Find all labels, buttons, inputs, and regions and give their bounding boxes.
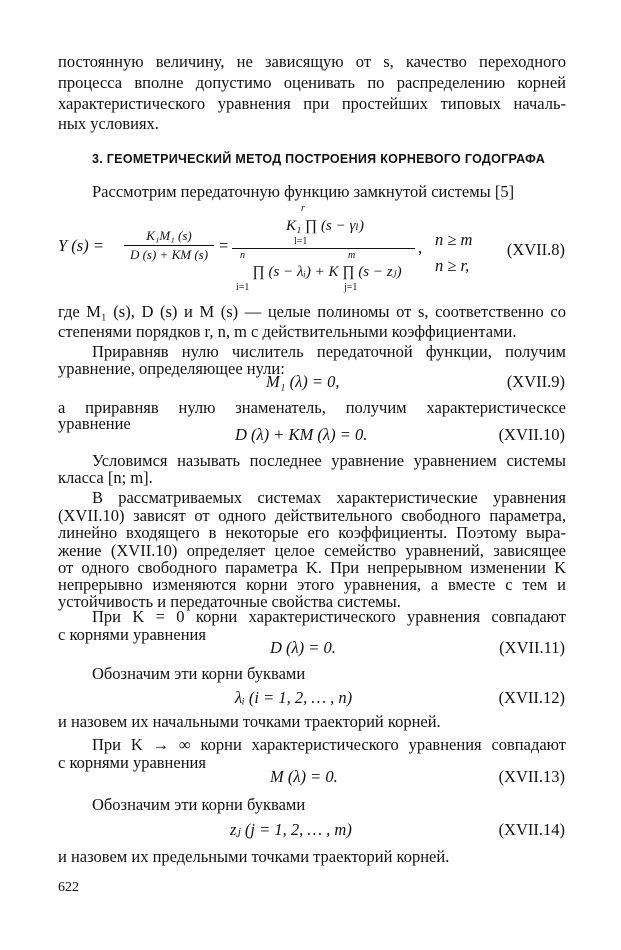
k0-line: с корнями уравнения xyxy=(58,625,206,644)
kinf-line: с корнями уравнения xyxy=(58,753,206,772)
denominator-line: а приравняв нулю знаменатель, получим характеристическсе xyxy=(58,398,566,417)
systems-line: непрерывно изменяются корни этого уравнения, а вместе с тем и xyxy=(58,575,566,594)
eq8-cond1: n ≥ m xyxy=(435,230,473,249)
denote-line: Обозначим эти корни буквами xyxy=(92,795,306,814)
intro-line: процесса вполне допустимо оценивать по распределению корней xyxy=(58,73,566,92)
systems-line: от одного свободного параметра K. При непрерывном изменении K xyxy=(58,558,566,577)
where-line: степенями порядков r, n, m с действительными коэффициентами. xyxy=(58,322,517,341)
numerator-line: Приравняв нулю числитель передаточной функции, получим xyxy=(92,342,566,361)
eq10-expr: D (λ) + KM (λ) = 0. xyxy=(235,425,368,444)
section-heading: 3. ГЕОМЕТРИЧЕСКИЙ МЕТОД ПОСТРОЕНИЯ КОРНЕВОГО ГОДОГРАФА xyxy=(92,152,546,166)
eq8-frac1-den: D (s) + KM (s) xyxy=(129,247,209,262)
eq11-number: (XVII.11) xyxy=(499,638,565,657)
systems-line: (XVII.10) зависят от одного действительного свободного параметра, xyxy=(58,506,566,525)
eq8-num-bot: l=1 xyxy=(294,236,308,247)
eq12-number: (XVII.12) xyxy=(498,688,565,707)
eq8-den-top1: n xyxy=(240,250,245,261)
denote-line: Обозначим эти корни буквами xyxy=(92,664,306,683)
systems-line: линейно входящего в некоторые его коэффициенты. Поэтому выра- xyxy=(58,523,566,542)
intro-line: постоянную величину, не зависящую от s, качество переходного xyxy=(58,52,566,71)
paragraph-transfer: Рассмотрим передаточную функцию замкнутой системы [5] xyxy=(92,182,515,201)
class-line: Условимся называть последнее уравнение уравнением системы xyxy=(92,451,566,470)
numerator-line: уравнение, определяющее нули: xyxy=(58,359,285,378)
systems-line: В рассматриваемых системах характеристические уравнения xyxy=(92,488,566,507)
eq8-cond2: n ≥ r, xyxy=(435,256,470,275)
eq8-den: ∏ (s − λᵢ) + K ∏ (s − zⱼ) xyxy=(252,264,402,280)
intro-line: ных условиях. xyxy=(58,114,159,133)
fraction-bar xyxy=(232,248,415,249)
denominator-line: уравнение xyxy=(58,414,131,433)
systems-line: устойчивость и передаточные свойства системы. xyxy=(58,592,401,611)
page-number: 622 xyxy=(58,880,79,895)
eq8-number: (XVII.8) xyxy=(506,240,565,259)
eq13-expr: M (λ) = 0. xyxy=(270,767,338,786)
eq8-lhs: Y (s) = xyxy=(58,236,104,255)
eq9-expr: M₁ (λ) = 0, xyxy=(266,372,340,391)
eq8-den-bot2: j=1 xyxy=(344,282,358,293)
class-line: класса [n; m]. xyxy=(58,468,153,487)
eq8-num-top: r xyxy=(301,203,305,214)
eq10-number: (XVII.10) xyxy=(498,425,565,444)
eq13-number: (XVII.13) xyxy=(498,767,565,786)
fraction-bar xyxy=(124,245,214,246)
end-points-line: и назовем их предельными точками траекторий корней. xyxy=(58,847,450,866)
eq8-den-top2: m xyxy=(348,250,356,261)
eq14-number: (XVII.14) xyxy=(498,820,565,839)
eq12-expr: λᵢ (i = 1, 2, … , n) xyxy=(235,688,353,707)
eq9-number: (XVII.9) xyxy=(506,372,565,391)
systems-line: жение (XVII.10) определяет целое семейство уравнений, зависящее xyxy=(58,541,566,560)
eq8-eq-sign: = xyxy=(219,236,229,255)
intro-line: характеристического уравнения при простейших типовых началь- xyxy=(58,94,566,113)
eq8-frac1-num: K₁M₁ (s) xyxy=(146,228,192,243)
eq8-den-bot1: i=1 xyxy=(236,282,250,293)
where-line: где M₁ (s), D (s) и M (s) — целые полиномы от s, соответственно со xyxy=(58,302,566,321)
start-points-line: и назовем их начальными точками траекторий корней. xyxy=(58,712,441,731)
eq11-expr: D (λ) = 0. xyxy=(270,638,336,657)
eq8-num: K₁ ∏ (s − γₗ) xyxy=(285,218,365,234)
kinf-line: При K → ∞ корни характеристического уравнения совпадают xyxy=(92,735,566,754)
eq8-comma: , xyxy=(418,238,423,257)
eq14-expr: zⱼ (j = 1, 2, … , m) xyxy=(230,820,352,839)
k0-line: При K = 0 корни характеристического уравнения совпадают xyxy=(92,607,566,626)
